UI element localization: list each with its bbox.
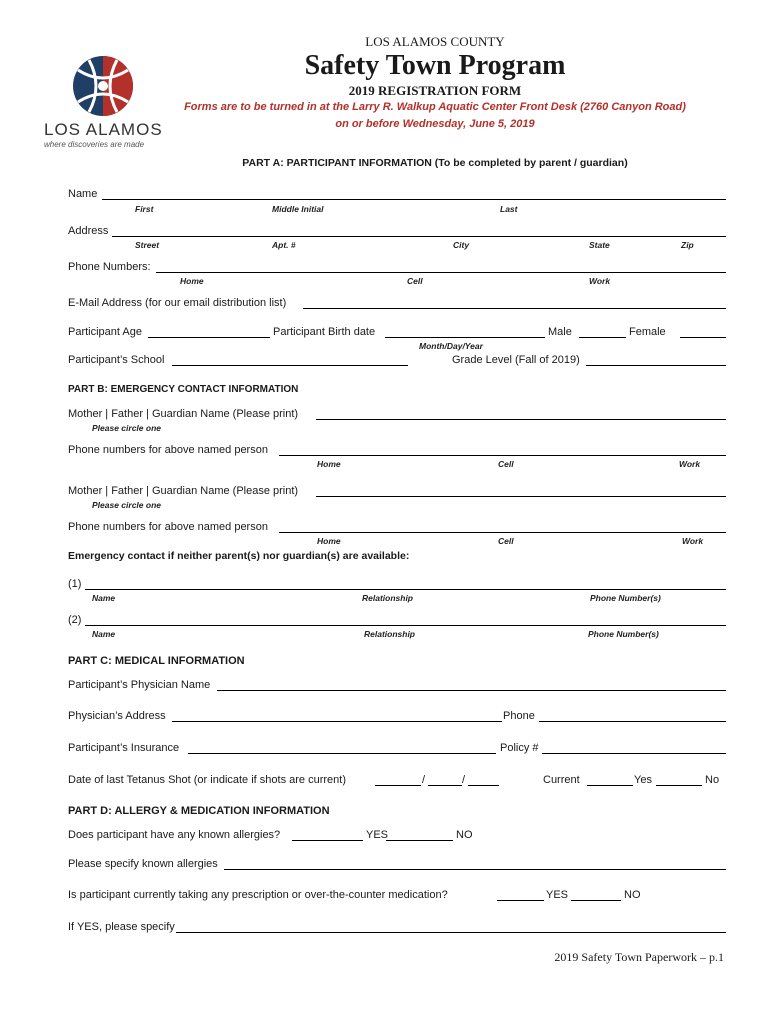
guardian-2-sub-work: Work: [682, 536, 704, 546]
current-yes-label: Yes: [634, 774, 652, 786]
female-field[interactable]: [680, 337, 726, 338]
medication-no-field[interactable]: [571, 900, 621, 901]
medication-question: Is participant currently taking any prescription or over-the-counter medication?: [68, 889, 448, 901]
contact-1-sub-name: Name: [92, 593, 116, 603]
guardian-1-sub-work: Work: [679, 459, 701, 469]
medication-no-label: NO: [624, 889, 641, 901]
name-sub-middle: Middle Initial: [272, 204, 324, 214]
age-field[interactable]: [148, 337, 270, 338]
notice-line-2: on or before Wednesday, June 5, 2019: [335, 118, 535, 130]
emergency-heading: Emergency contact if neither parent(s) nor guardian(s) are available:: [68, 550, 410, 562]
guardian-2-phone-field[interactable]: [279, 532, 726, 533]
current-label: Current: [543, 774, 580, 786]
male-label: Male: [548, 326, 572, 338]
contact-2-sub-phone: Phone Number(s): [588, 629, 659, 639]
phone-sub-work: Work: [589, 276, 611, 286]
phone-label: Phone Numbers:: [68, 261, 151, 273]
date-sub: Month/Day/Year: [419, 341, 483, 351]
specify-allergies-field[interactable]: [224, 869, 726, 870]
circle-sub-2: Please circle one: [92, 500, 161, 510]
if-yes-field[interactable]: [176, 932, 726, 933]
guardian-2-sub-cell: Cell: [498, 536, 514, 546]
physician-phone-label: Phone: [503, 710, 535, 722]
address-label: Address: [68, 225, 109, 237]
name-label: Name: [68, 188, 98, 200]
current-yes-field[interactable]: [587, 785, 633, 786]
guardian-1-label: Mother | Father | Guardian Name (Please print): [68, 408, 299, 420]
address-sub-city: City: [453, 240, 470, 250]
guardian-1-field[interactable]: [316, 419, 726, 420]
male-field[interactable]: [579, 337, 626, 338]
age-label: Participant Age: [68, 326, 142, 338]
name-field[interactable]: [102, 199, 726, 200]
tetanus-slash-2: /: [462, 774, 466, 786]
guardian-2-label: Mother | Father | Guardian Name (Please print): [68, 485, 299, 497]
circle-sub-1: Please circle one: [92, 423, 161, 433]
tetanus-month-field[interactable]: [375, 785, 421, 786]
birth-label: Participant Birth date: [273, 326, 376, 338]
contact-1-field[interactable]: [85, 589, 726, 590]
female-label: Female: [629, 326, 666, 338]
guardian-2-field[interactable]: [316, 496, 726, 497]
name-sub-last: Last: [500, 204, 518, 214]
guardian-1-sub-cell: Cell: [498, 459, 514, 469]
address-sub-street: Street: [135, 240, 160, 250]
form-name: 2019 REGISTRATION FORM: [348, 83, 522, 98]
grade-label: Grade Level (Fall of 2019): [452, 354, 580, 366]
specify-allergies-label: Please specify known allergies: [68, 858, 218, 870]
phone-sub-cell: Cell: [407, 276, 423, 286]
address-field[interactable]: [112, 236, 726, 237]
if-yes-label: If YES, please specify: [68, 921, 175, 933]
physician-field[interactable]: [217, 690, 726, 691]
allergies-no-label: NO: [456, 829, 473, 841]
physician-label: Participant’s Physician Name: [68, 679, 211, 691]
part-a-heading: PART A: PARTICIPANT INFORMATION (To be completed by parent / guardian): [242, 157, 628, 169]
insurance-label: Participant’s Insurance: [68, 742, 180, 754]
guardian-1-phone-label: Phone numbers for above named person: [68, 444, 268, 456]
part-b-heading: PART B: EMERGENCY CONTACT INFORMATION: [68, 384, 299, 395]
school-field[interactable]: [172, 365, 408, 366]
logo-name: LOS ALAMOS: [44, 120, 163, 139]
physician-address-field[interactable]: [172, 721, 502, 722]
address-sub-apt: Apt. #: [272, 240, 296, 250]
county-name: LOS ALAMOS COUNTY: [365, 34, 505, 49]
contact-2-label: (2): [68, 614, 82, 626]
allergies-yes-label: YES: [366, 829, 389, 841]
policy-field[interactable]: [542, 753, 726, 754]
page-footer: 2019 Safety Town Paperwork – p.1: [554, 950, 724, 964]
tetanus-year-field[interactable]: [468, 785, 499, 786]
medication-yes-field[interactable]: [497, 900, 544, 901]
address-sub-zip: Zip: [681, 240, 694, 250]
guardian-1-phone-field[interactable]: [279, 455, 726, 456]
physician-phone-field[interactable]: [539, 721, 726, 722]
guardian-1-sub-home: Home: [317, 459, 341, 469]
school-label: Participant’s School: [68, 354, 165, 366]
contact-1-sub-relationship: Relationship: [362, 593, 414, 603]
guardian-2-sub-home: Home: [317, 536, 341, 546]
contact-2-field[interactable]: [85, 625, 726, 626]
insurance-field[interactable]: [188, 753, 496, 754]
notice-line-1: Forms are to be turned in at the Larry R. Walkup Aquatic Center Front Desk (2760 Canyon Road): [184, 101, 686, 113]
tetanus-day-field[interactable]: [428, 785, 462, 786]
tetanus-label: Date of last Tetanus Shot (or indicate if shots are current): [68, 774, 346, 786]
current-no-label: No: [705, 774, 720, 786]
contact-1-label: (1): [68, 578, 82, 590]
medication-yes-label: YES: [546, 889, 569, 901]
page-title: Safety Town Program: [304, 50, 566, 81]
guardian-2-phone-label: Phone numbers for above named person: [68, 521, 268, 533]
allergies-question: Does participant have any known allergies?: [68, 829, 281, 841]
allergies-no-field[interactable]: [386, 840, 453, 841]
tetanus-slash-1: /: [422, 774, 426, 786]
name-sub-first: First: [135, 204, 154, 214]
part-d-heading: PART D: ALLERGY & MEDICATION INFORMATION: [68, 805, 330, 817]
contact-2-sub-relationship: Relationship: [364, 629, 416, 639]
birth-field[interactable]: [385, 337, 545, 338]
part-c-heading: PART C: MEDICAL INFORMATION: [68, 655, 245, 667]
logo-tagline: where discoveries are made: [44, 140, 145, 149]
email-label: E-Mail Address (for our email distribution list): [68, 297, 287, 309]
allergies-yes-field[interactable]: [292, 840, 363, 841]
phone-field[interactable]: [156, 272, 726, 273]
email-field[interactable]: [303, 308, 726, 309]
address-sub-state: State: [589, 240, 610, 250]
contact-2-sub-name: Name: [92, 629, 116, 639]
policy-label: Policy #: [500, 742, 539, 754]
physician-address-label: Physician’s Address: [68, 710, 166, 722]
phone-sub-home: Home: [180, 276, 204, 286]
grade-field[interactable]: [586, 365, 726, 366]
current-no-field[interactable]: [656, 785, 702, 786]
contact-1-sub-phone: Phone Number(s): [590, 593, 661, 603]
